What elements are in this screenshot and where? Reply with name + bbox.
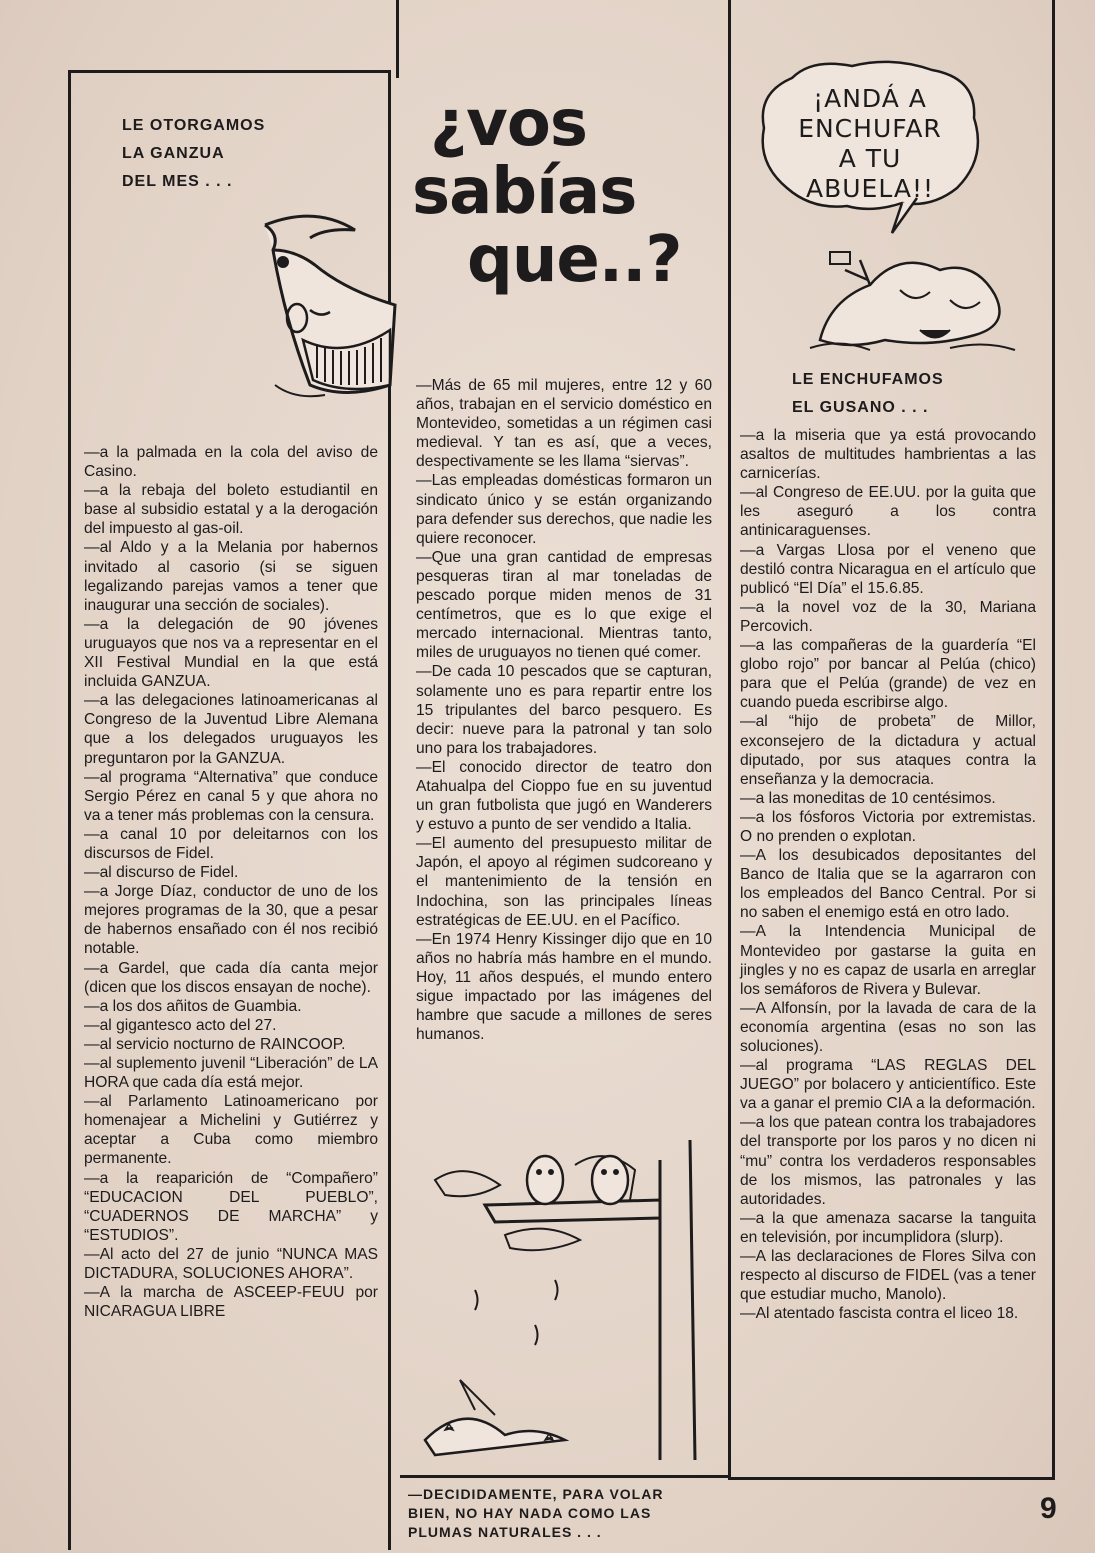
- list-item: —A los desubicados depositantes del Banco de Italia que se la agarraron con los empleados del Banco Central. Por si no saben el enemigo está en otro lado.: [740, 847, 1036, 922]
- caption-line: BIEN, NO HAY NADA COMO LAS: [408, 1505, 652, 1521]
- list-item: —Más de 65 mil mujeres, entre 12 y 60 años, trabajan en el servicio doméstico en Montevideo, sometidas a un régimen casi medieval. Y tan es así, que a veces, despectivamente se les llama “siervas”.: [416, 377, 712, 471]
- middle-caption: [408, 1485, 708, 1542]
- list-item: —al discurso de Fidel.: [84, 864, 239, 882]
- list-item: —A las declaraciones de Flores Silva con respecto al discurso de FIDEL (vas a tener que estudiar mucho, Manolo).: [740, 1248, 1036, 1304]
- list-item: —Que una gran cantidad de empresas pesqueras tiran al mar toneladas de pescado porque miden menos de 31 centímetros, que es lo que exige el mercado internacional. Mientras tanto, miles de uruguayos no tienen qué comer.: [416, 548, 712, 662]
- bubble-line: ENCHUFAR: [798, 114, 942, 143]
- middle-title-line: sabías: [412, 155, 637, 229]
- list-item: —al suplemento juvenil “Liberación” de LA HORA que cada día está mejor.: [84, 1055, 378, 1092]
- list-item: —En 1974 Henry Kissinger dijo que en 10 años no habría más hambre en el mundo. Hoy, 11 años después, el mundo entero sigue impactado por las imágenes del hambre que sacude a millones de seres humanos.: [416, 930, 712, 1044]
- list-item: —A Alfonsín, por la lavada de cara de la economía argentina (esas no son las soluciones).: [740, 999, 1036, 1055]
- list-item: —a canal 10 por deleitarnos con los discursos de Fidel.: [84, 825, 378, 862]
- left-heading: [122, 112, 378, 196]
- list-item: —a la que amenaza sacarse la tanguita en televisión, por incumplidora (slurp).: [740, 1209, 1036, 1246]
- right-heading-line: EL GUSANO . . .: [792, 399, 929, 416]
- worm-cartoon-icon: [800, 230, 1020, 360]
- left-items: [84, 443, 378, 1321]
- middle-title-line: ¿vos: [430, 87, 587, 161]
- left-heading-line: LA GANZUA: [122, 145, 225, 162]
- list-item: —Al atentado fascista contra el liceo 18.: [740, 1305, 1019, 1323]
- list-item: —a Jorge Díaz, conductor de uno de los mejores programas de la 30, que a pesar de habernos ensañado con él nos recibió notable.: [84, 883, 378, 958]
- list-item: —a la miseria que ya está provocando asaltos de multitudes hambrientas a las carnicerías.: [740, 427, 1036, 483]
- bleed-through-ghost: [150, 250, 188, 388]
- list-item: —a la novel voz de la 30, Mariana Percovich.: [740, 598, 1036, 635]
- caption-line: —DECIDIDAMENTE, PARA VOLAR: [408, 1486, 664, 1502]
- list-item: —A la marcha de ASCEEP-FEUU por NICARAGUA LIBRE: [84, 1284, 378, 1321]
- right-heading: [792, 366, 1012, 422]
- page-number: 9: [1040, 1492, 1057, 1525]
- middle-column-rule-bottom: [400, 1475, 730, 1478]
- list-item: —a la rebaja del boleto estudiantil en base al subsidio estatal y a la derogación del impuesto al gas-oil.: [84, 482, 378, 538]
- speech-bubble-text: [756, 84, 984, 204]
- left-column: [84, 112, 378, 196]
- list-item: —al Aldo y a la Melania por habernos invitado al casorio (si se siguen legalizando parejas vamos a tener que inaugurar una sección de sociales).: [84, 539, 378, 614]
- list-item: —a los fósforos Victoria por extremistas. O no prenden o explotan.: [740, 808, 1036, 845]
- list-item: —al programa “Alternativa” que conduce Sergio Pérez en canal 5 y que ahora no va a tener más problemas con la censura.: [84, 768, 378, 824]
- list-item: —A la Intendencia Municipal de Montevideo por gastarse la guita en jingles y no es capaz de usarla en arreglar los semáforos de Rivera y Bulevar.: [740, 923, 1036, 998]
- list-item: —al “hijo de probeta” de Millor, exconsejero de la dictadura y actual diputado, por sus ataques contra la enseñanza y la democracia.: [740, 713, 1036, 788]
- right-column-rule-bottom: [728, 1477, 1055, 1480]
- bubble-line: ¡ANDÁ A: [813, 84, 927, 113]
- list-item: —a los que patean contra los trabajadores del transporte por los paros y no dicen ni “mu” contra los verdaderos responsables de los mismos, las patronales y las autoridades.: [740, 1114, 1036, 1208]
- list-item: —a la delegación de 90 jóvenes uruguayos que nos va a representar en el XII Festival Mundial en la que está incluida GANZUA.: [84, 615, 378, 691]
- middle-column-rule-right: [728, 0, 731, 1480]
- middle-title: [412, 87, 712, 297]
- left-heading-line: DEL MES . . .: [122, 173, 233, 190]
- list-item: —a la reaparición de “Compañero” “EDUCACION DEL PUEBLO”, “CUADERNOS DE MARCHA” y “ESTUDIOS”.: [84, 1169, 378, 1244]
- ganzua-cartoon-icon: [255, 210, 405, 410]
- list-item: —a Gardel, que cada día canta mejor (dicen que los discos ensayan de noche).: [84, 959, 378, 996]
- list-item: —a las compañeras de la guardería “El globo rojo” por bancar al Pelúa (chico) para que el Pelúa (grande) de vez en cuando pueda escribirse algo.: [740, 637, 1036, 712]
- caption-line: PLUMAS NATURALES . . .: [408, 1524, 602, 1540]
- middle-items: [416, 376, 712, 1044]
- left-column-rule-top: [68, 70, 391, 73]
- right-column-rule-right: [1052, 0, 1055, 1480]
- list-item: —al gigantesco acto del 27.: [84, 1016, 277, 1034]
- list-item: —al Congreso de EE.UU. por la guita que les aseguró a los contra antinicaraguenses.: [740, 484, 1036, 540]
- list-item: —El conocido director de teatro don Atahualpa del Cioppo fue en su juventud un gran futbolista que jugó en Wanderers y estuvo a punto de ser vendido a Italia.: [416, 758, 712, 834]
- middle-column-rule-left-top: [396, 0, 399, 78]
- left-column-rule-left: [68, 70, 71, 1550]
- bubble-line: A TU: [838, 144, 902, 173]
- list-item: —al programa “LAS REGLAS DEL JUEGO” por bolacero y anticientífico. Este va a ganar el premio CIA a la deformación.: [740, 1057, 1036, 1113]
- list-item: —De cada 10 pescados que se capturan, solamente uno es para repartir entre los 15 tripulantes del barco pesquero. Es decir: nueve para la patronal y tan solo uno para los trabajadores.: [416, 663, 712, 757]
- list-item: —El aumento del presupuesto militar de Japón, el apoyo al régimen sudcoreano y el mantenimiento de la tensión en Indochina, son las principales líneas estratégicas de EE.UU. en el Pacífico.: [416, 835, 712, 929]
- list-item: —al Parlamento Latinoamericano por homenajear a Michelini y Gutiérrez y aceptar a Cuba como miembro permanente.: [84, 1093, 378, 1168]
- list-item: —a las delegaciones latinoamericanas al Congreso de la Juventud Libre Alemana que a los delegados uruguayos les preguntaron por la GANZUA.: [84, 692, 378, 767]
- right-items: [740, 426, 1036, 1323]
- birds-tree-cartoon-icon: [405, 1140, 725, 1470]
- middle-title-line: que..?: [467, 223, 682, 297]
- list-item: —a las moneditas de 10 centésimos.: [740, 789, 996, 807]
- left-heading-line: LE OTORGAMOS: [122, 117, 266, 134]
- list-item: —a la palmada en la cola del aviso de Casino.: [84, 444, 378, 481]
- list-item: —Al acto del 27 de junio “NUNCA MAS DICTADURA, SOLUCIONES AHORA”.: [84, 1245, 378, 1283]
- list-item: —a Vargas Llosa por el veneno que destiló contra Nicaragua en el artículo que publicó “El Día” el 15.6.85.: [740, 541, 1036, 597]
- list-item: —al servicio nocturno de RAINCOOP.: [84, 1035, 346, 1053]
- bubble-line: ABUELA!!: [806, 174, 934, 203]
- list-item: —a los dos añitos de Guambia.: [84, 997, 302, 1015]
- list-item: —Las empleadas domésticas formaron un sindicato único y se están organizando para defender sus derechos, que nadie les quiere reconocer.: [416, 472, 712, 547]
- right-heading-line: LE ENCHUFAMOS: [792, 371, 944, 388]
